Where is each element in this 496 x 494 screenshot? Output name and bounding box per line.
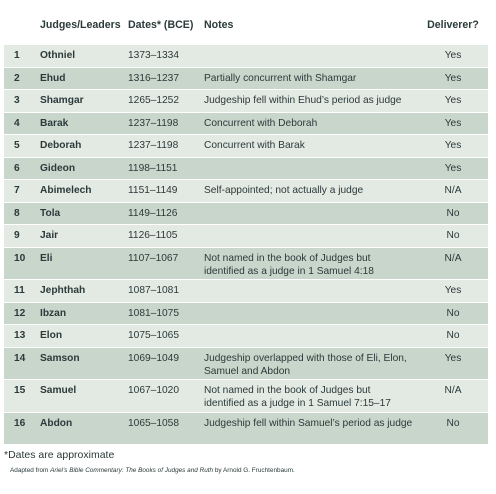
row-name: Barak (40, 112, 128, 135)
row-notes: Not named in the book of Judges but identified as a judge in 1 Samuel 7:15–17 (204, 380, 418, 413)
header-judges-leaders: Judges/Leaders (40, 19, 121, 31)
row-deliverer: No (418, 225, 488, 248)
row-deliverer: Yes (418, 45, 488, 68)
table-header-row (4, 6, 488, 45)
row-deliverer: No (418, 412, 488, 444)
row-notes: Not named in the book of Judges but identified as a judge in 1 Samuel 4:18 (204, 247, 418, 280)
row-name: Ehud (40, 67, 128, 90)
table-row (4, 225, 488, 248)
row-notes: Judgeship overlapped with those of Eli, Elon, Samuel and Abdon (204, 347, 418, 380)
row-deliverer: Yes (418, 157, 488, 180)
table-row (4, 45, 488, 68)
row-number: 15 (4, 380, 40, 413)
row-notes (204, 325, 418, 348)
row-dates: 1067–1020 (128, 380, 204, 413)
row-name: Ibzan (40, 302, 128, 325)
row-deliverer: Yes (418, 347, 488, 380)
table-row (4, 90, 488, 113)
row-number: 8 (4, 202, 40, 225)
table-row (4, 67, 488, 90)
row-name: Abdon (40, 412, 128, 444)
row-number: 11 (4, 280, 40, 303)
row-dates: 1075–1065 (128, 325, 204, 348)
row-number: 10 (4, 247, 40, 280)
row-deliverer: Yes (418, 112, 488, 135)
row-deliverer: Yes (418, 90, 488, 113)
header-notes: Notes (204, 19, 234, 31)
source-credit (10, 467, 295, 474)
row-number: 5 (4, 135, 40, 158)
row-deliverer: No (418, 302, 488, 325)
row-number: 3 (4, 90, 40, 113)
row-notes: Self-appointed; not actually a judge (204, 180, 418, 203)
table-row (4, 280, 488, 303)
row-deliverer: N/A (418, 247, 488, 280)
table-body (4, 45, 488, 445)
row-dates: 1316–1237 (128, 67, 204, 90)
dates-footnote: *Dates are approximate (4, 449, 115, 461)
row-number: 4 (4, 112, 40, 135)
row-number: 12 (4, 302, 40, 325)
row-notes: Concurrent with Deborah (204, 112, 418, 135)
row-number: 7 (4, 180, 40, 203)
row-notes (204, 302, 418, 325)
row-name: Jephthah (40, 280, 128, 303)
table-row (4, 302, 488, 325)
row-deliverer: Yes (418, 135, 488, 158)
row-dates: 1151–1149 (128, 180, 204, 203)
row-notes (204, 157, 418, 180)
row-dates: 1087–1081 (128, 280, 204, 303)
source-prefix: Adapted from (10, 467, 51, 474)
row-notes (204, 225, 418, 248)
row-name: Abimelech (40, 180, 128, 203)
row-dates: 1265–1252 (128, 90, 204, 113)
row-number: 2 (4, 67, 40, 90)
row-dates: 1373–1334 (128, 45, 204, 68)
row-notes: Judgeship fell within Ehud’s period as judge (204, 90, 418, 113)
row-name: Elon (40, 325, 128, 348)
row-name: Othniel (40, 45, 128, 68)
row-dates: 1149–1126 (128, 202, 204, 225)
table-row (4, 202, 488, 225)
row-name: Shamgar (40, 90, 128, 113)
row-name: Samson (40, 347, 128, 380)
row-number: 6 (4, 157, 40, 180)
row-number: 16 (4, 412, 40, 444)
row-notes (204, 202, 418, 225)
source-title: Ariel’s Bible Commentary: The Books of Judges and Ruth (50, 467, 214, 474)
row-notes: Judgeship fell within Samuel’s period as judge (204, 412, 418, 444)
table-row (4, 380, 488, 413)
row-notes: Concurrent with Barak (204, 135, 418, 158)
row-deliverer: N/A (418, 380, 488, 413)
row-number: 14 (4, 347, 40, 380)
row-deliverer: Yes (418, 67, 488, 90)
row-deliverer: No (418, 202, 488, 225)
source-suffix: by Arnold G. Fruchtenbaum. (213, 467, 295, 474)
row-dates: 1069–1049 (128, 347, 204, 380)
table-row (4, 157, 488, 180)
row-deliverer: No (418, 325, 488, 348)
row-notes: Partially concurrent with Shamgar (204, 67, 418, 90)
table-row (4, 135, 488, 158)
row-name: Gideon (40, 157, 128, 180)
row-name: Samuel (40, 380, 128, 413)
row-notes (204, 45, 418, 68)
row-deliverer: Yes (418, 280, 488, 303)
row-dates: 1237–1198 (128, 112, 204, 135)
row-name: Tola (40, 202, 128, 225)
table-row (4, 112, 488, 135)
table-row (4, 247, 488, 280)
row-dates: 1198–1151 (128, 157, 204, 180)
row-number: 13 (4, 325, 40, 348)
row-number: 9 (4, 225, 40, 248)
row-name: Jair (40, 225, 128, 248)
header-number (4, 6, 40, 45)
table-row (4, 180, 488, 203)
row-notes (204, 280, 418, 303)
row-dates: 1065–1058 (128, 412, 204, 444)
row-dates: 1237–1198 (128, 135, 204, 158)
row-dates: 1107–1067 (128, 247, 204, 280)
row-name: Eli (40, 247, 128, 280)
row-dates: 1126–1105 (128, 225, 204, 248)
header-deliverer: Deliverer? (427, 19, 479, 31)
row-dates: 1081–1075 (128, 302, 204, 325)
header-dates: Dates* (BCE) (128, 19, 194, 31)
row-number: 1 (4, 45, 40, 68)
row-deliverer: N/A (418, 180, 488, 203)
judges-table (4, 6, 488, 444)
table-row (4, 412, 488, 444)
table-row (4, 347, 488, 380)
table-row (4, 325, 488, 348)
row-name: Deborah (40, 135, 128, 158)
